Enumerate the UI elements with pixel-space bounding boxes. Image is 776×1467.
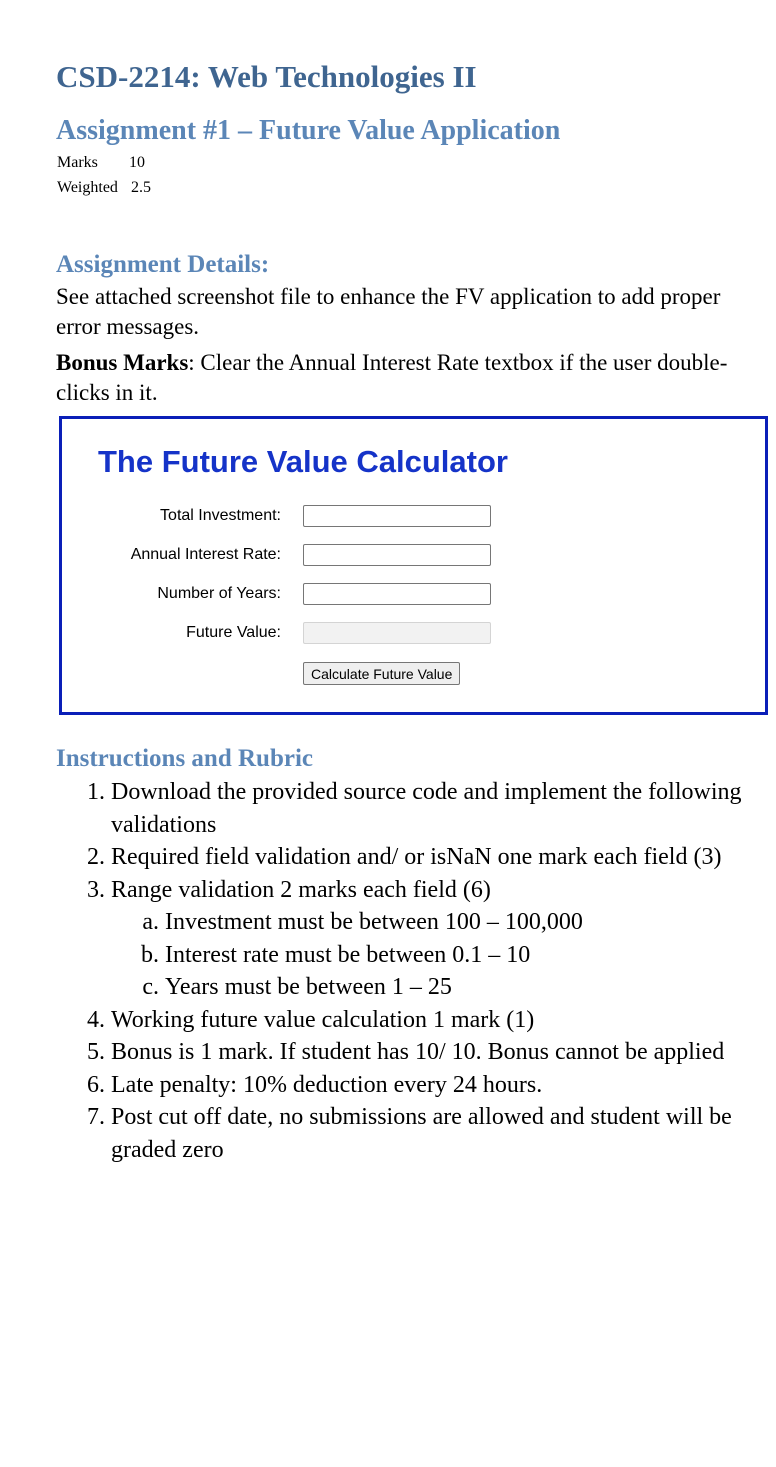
marks-value: 10 [129, 154, 145, 171]
years-label: Number of Years: [157, 585, 281, 602]
assignment-title: Assignment #1 – Future Value Application [56, 115, 561, 146]
years-row [62, 583, 765, 607]
list-item: 6. Late penalty: 10% deduction every 24 hours. [111, 1069, 756, 1102]
bonus-label: Bonus Marks [56, 350, 189, 375]
list-item: 4. Working future value calculation 1 mark (1) [111, 1004, 756, 1037]
weighted-row [57, 178, 151, 197]
years-input[interactable] [303, 583, 491, 605]
future-value-row [62, 622, 765, 646]
calculator-screenshot [59, 416, 768, 715]
course-title: CSD-2214: Web Technologies II [56, 59, 477, 94]
calculator-title: The Future Value Calculator [98, 444, 508, 479]
range-sub-list [111, 906, 756, 1004]
sub-list-item: c. Years must be between 1 – 25 [165, 971, 756, 1004]
weighted-label: Weighted [57, 179, 118, 196]
weighted-value: 2.5 [131, 179, 151, 196]
marks-label: Marks [57, 154, 98, 171]
list-item: 5. Bonus is 1 mark. If student has 10/ 10. Bonus cannot be applied [111, 1036, 756, 1069]
rubric-heading: Instructions and Rubric [56, 745, 313, 772]
investment-row [62, 505, 765, 529]
rubric-list [56, 776, 756, 1166]
investment-label: Total Investment: [160, 507, 281, 524]
list-item: 7. Post cut off date, no submissions are allowed and student will be graded zero [111, 1101, 756, 1166]
investment-input[interactable] [303, 505, 491, 527]
interest-rate-input[interactable] [303, 544, 491, 566]
calculate-button[interactable]: Calculate Future Value [303, 662, 460, 685]
future-value-output [303, 622, 491, 644]
interest-rate-label: Annual Interest Rate: [130, 546, 281, 563]
details-heading: Assignment Details: [56, 251, 270, 278]
list-item-text: Range validation 2 marks each field (6) [111, 876, 491, 903]
interest-rate-row [62, 544, 765, 568]
marks-row [57, 153, 145, 172]
bonus-paragraph [56, 348, 756, 408]
bonus-text: : Clear the Annual Interest Rate textbox if the user double-clicks in it. [56, 350, 728, 405]
sub-list-item: a. Investment must be between 100 – 100,000 [165, 906, 756, 939]
list-item: 2. Required field validation and/ or isNaN one mark each field (3) [111, 841, 756, 874]
list-item: 1. Download the provided source code and implement the following validations [111, 776, 756, 841]
details-paragraph: See attached screenshot file to enhance the FV application to add proper error messages. [56, 284, 721, 339]
future-value-label: Future Value: [186, 624, 281, 641]
sub-list-item: b. Interest rate must be between 0.1 – 10 [165, 939, 756, 972]
list-item [111, 874, 756, 1004]
